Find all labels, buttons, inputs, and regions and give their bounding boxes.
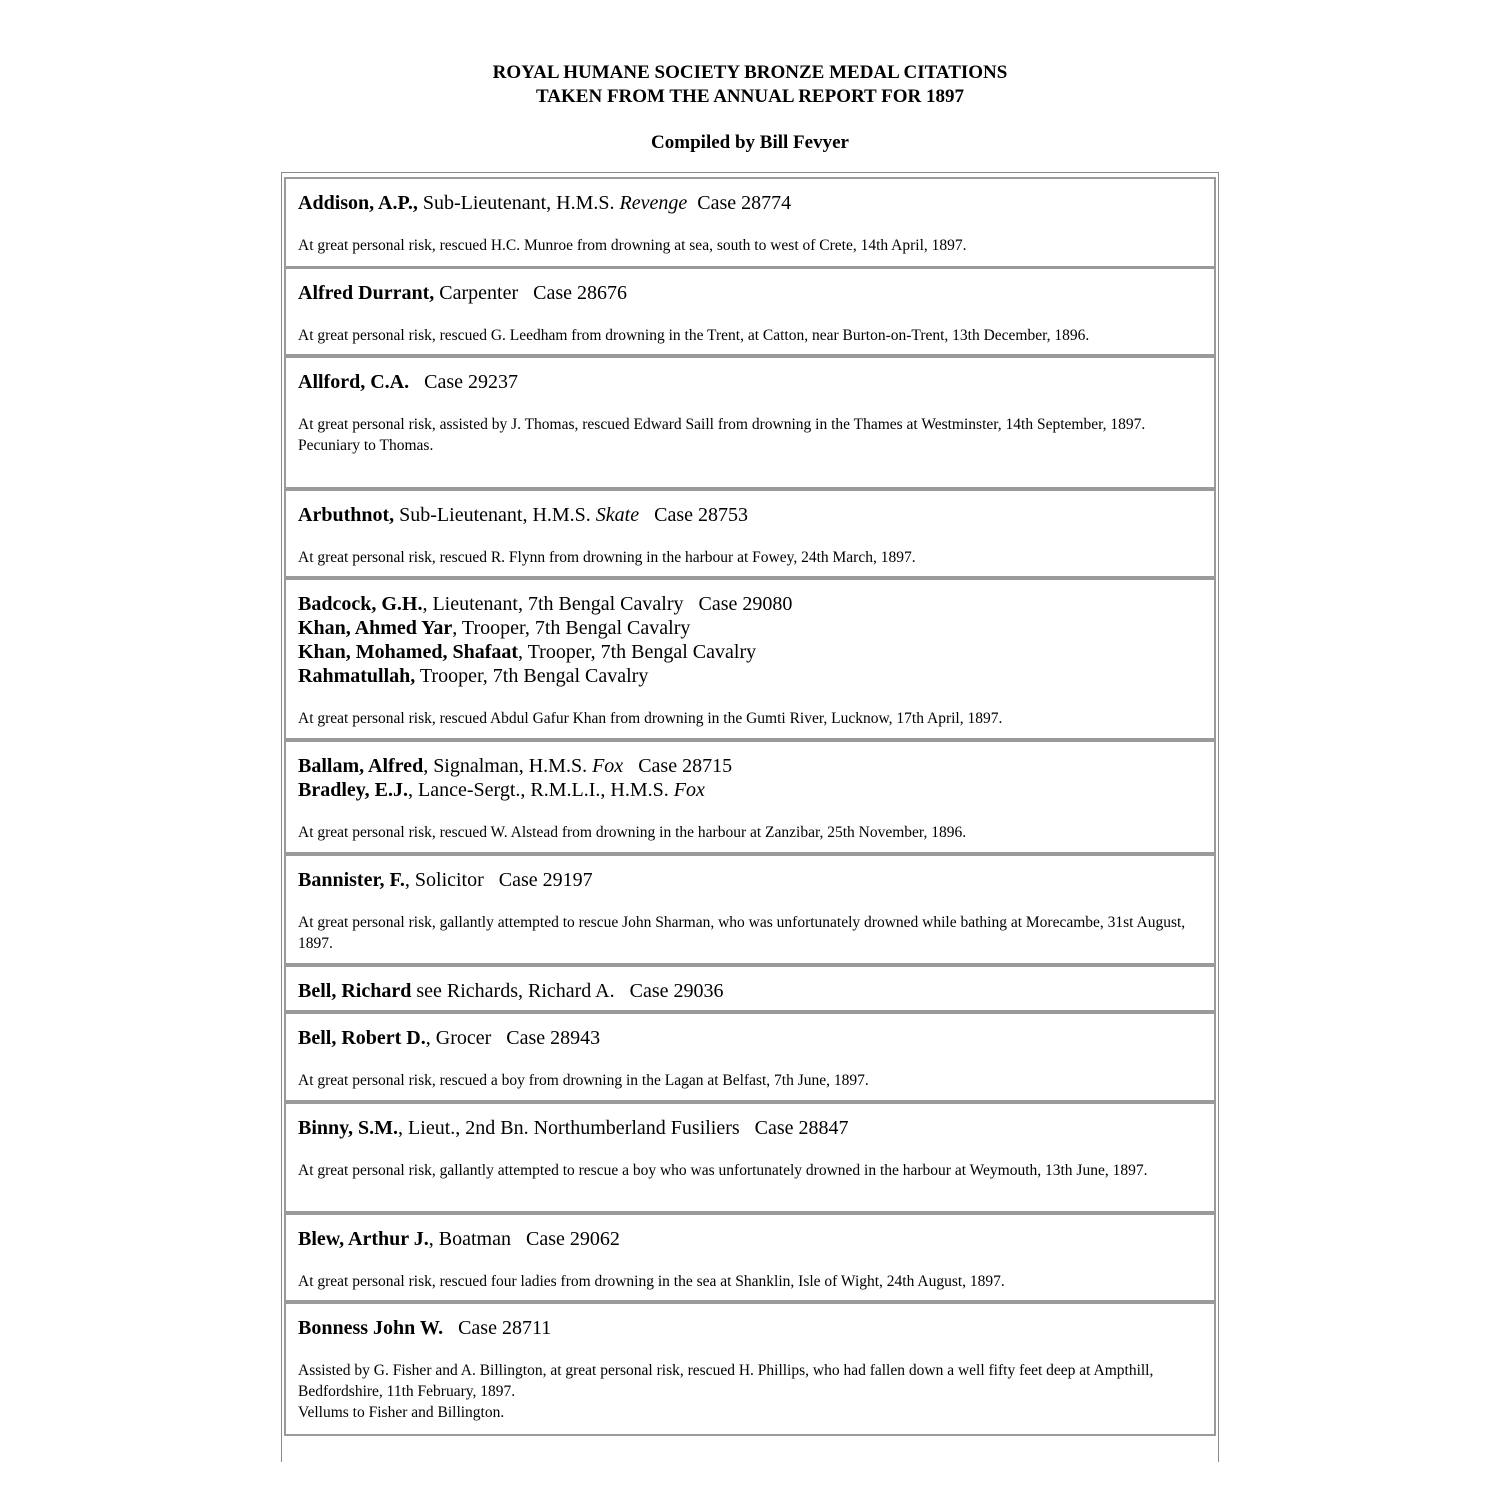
recipient-line xyxy=(298,592,1202,616)
recipient-details: Case 28711 xyxy=(443,1317,552,1339)
citation-paragraph: At great personal risk, rescued a boy from drowning in the Lagan at Belfast, 7th June, 1897. xyxy=(298,1072,869,1089)
recipient-line xyxy=(298,281,1202,305)
recipient-name: Bannister, F. xyxy=(298,869,405,891)
citation-paragraph: Vellums to Fisher and Billington. xyxy=(298,1404,505,1421)
citation-entry xyxy=(284,177,1216,268)
citation-heading xyxy=(298,742,1202,802)
recipient-details: , Solicitor Case 29197 xyxy=(404,869,593,891)
recipient-line xyxy=(298,640,1202,664)
recipient-line xyxy=(298,616,1202,640)
recipient-name: Arbuthnot, xyxy=(298,504,395,526)
compiled-by: Compiled by Bill Fevyer xyxy=(651,132,849,153)
citation-entry xyxy=(284,356,1216,489)
recipient-name: Bell, Robert D. xyxy=(298,1027,426,1049)
citation-heading xyxy=(298,1304,1202,1340)
recipient-details: see Richards, Richard A. Case 29036 xyxy=(411,980,724,1002)
citation-paragraph: At great personal risk, rescued G. Leedham from drowning in the Trent, at Catton, near Burton-on-Trent, 13th December, 1896. xyxy=(298,327,1090,344)
recipient-name: Rahmatullah, xyxy=(298,665,416,687)
document-title xyxy=(0,61,1500,109)
citation-text xyxy=(298,1271,1202,1292)
recipient-name: Bonness John W. xyxy=(298,1317,444,1339)
recipient-name: Khan, Ahmed Yar xyxy=(298,617,453,639)
recipient-details: , Grocer Case 28943 xyxy=(425,1027,601,1049)
citation-text xyxy=(298,1360,1202,1423)
recipient-name: Binny, S.M. xyxy=(298,1117,399,1139)
citation-heading xyxy=(298,358,1202,394)
recipient-details: Sub-Lieutenant, H.M.S. xyxy=(394,504,596,526)
recipient-line xyxy=(298,778,1202,802)
citation-entry xyxy=(284,1213,1216,1302)
recipient-details: , Boatman Case 29062 xyxy=(428,1228,620,1250)
citation-heading xyxy=(298,491,1202,527)
case-number: Case 28774 xyxy=(687,192,792,214)
recipient-details: Case 29237 xyxy=(409,371,518,393)
recipient-name: Ballam, Alfred xyxy=(298,755,424,777)
citation-paragraph: At great personal risk, rescued H.C. Munroe from drowning at sea, south to west of Crete, 14th April, 1897. xyxy=(298,237,967,254)
citation-entry xyxy=(284,965,1216,1012)
recipient-line xyxy=(298,1026,1202,1050)
citation-heading xyxy=(298,580,1202,688)
recipient-name: Badcock, G.H. xyxy=(298,593,423,615)
recipient-name: Blew, Arthur J. xyxy=(298,1228,429,1250)
recipient-line xyxy=(298,1316,1202,1340)
ship-name: Fox xyxy=(592,755,624,777)
recipient-details: Trooper, 7th Bengal Cavalry xyxy=(415,665,649,687)
citation-entry xyxy=(284,1012,1216,1102)
ship-name: Revenge xyxy=(619,192,688,214)
citation-text xyxy=(298,708,1202,729)
citation-heading xyxy=(298,967,1202,1003)
citation-entry xyxy=(284,854,1216,965)
ship-name: Skate xyxy=(595,504,640,526)
ship-name: Fox xyxy=(673,779,705,801)
recipient-details: , Trooper, 7th Bengal Cavalry xyxy=(518,641,757,663)
citation-text xyxy=(298,547,1202,568)
recipient-name: Allford, C.A. xyxy=(298,371,410,393)
citation-entry xyxy=(284,489,1216,578)
recipient-line xyxy=(298,664,1202,688)
recipient-details: , Signalman, H.M.S. xyxy=(423,755,593,777)
citation-heading xyxy=(298,1014,1202,1050)
citation-text xyxy=(298,235,1202,256)
recipient-details: , Lieutenant, 7th Bengal Cavalry Case 29080 xyxy=(422,593,793,615)
citation-text xyxy=(298,1160,1202,1181)
recipient-line xyxy=(298,191,1202,215)
recipient-details: , Lieut., 2nd Bn. Northumberland Fusiliers Case 28847 xyxy=(398,1117,849,1139)
citation-entry xyxy=(284,1102,1216,1213)
citation-entry xyxy=(284,740,1216,854)
recipient-name: Alfred Durrant, xyxy=(298,282,435,304)
citation-text xyxy=(298,912,1202,954)
citation-paragraph: Pecuniary to Thomas. xyxy=(298,437,434,454)
recipient-line xyxy=(298,370,1202,394)
title-line-1: ROYAL HUMANE SOCIETY BRONZE MEDAL CITATIONS xyxy=(492,62,1008,83)
citation-text xyxy=(298,1070,1202,1091)
citation-text xyxy=(298,325,1202,346)
citation-text xyxy=(298,822,1202,843)
citation-paragraph: At great personal risk, rescued four ladies from drowning in the sea at Shanklin, Isle of Wight, 24th August, 1897. xyxy=(298,1273,1005,1290)
citation-heading xyxy=(298,1215,1202,1251)
recipient-line xyxy=(298,1227,1202,1251)
recipient-line xyxy=(298,754,1202,778)
citation-heading xyxy=(298,856,1202,892)
title-line-2: TAKEN FROM THE ANNUAL REPORT FOR 1897 xyxy=(536,86,964,107)
citation-paragraph: Assisted by G. Fisher and A. Billington, at great personal risk, rescued H. Phillips, who had fallen down a well fifty feet deep at Ampthill, Bedfordshire, 11th February, 1897. xyxy=(298,1362,1154,1400)
recipient-details: Sub-Lieutenant, H.M.S. xyxy=(417,192,620,214)
citation-text xyxy=(298,414,1202,456)
recipient-details: , Trooper, 7th Bengal Cavalry xyxy=(452,617,691,639)
citation-paragraph: At great personal risk, gallantly attempted to rescue a boy who was unfortunately drowned in the harbour at Weymouth, 13th June, 1897. xyxy=(298,1162,1148,1179)
recipient-name: Addison, A.P., xyxy=(298,192,418,214)
recipient-line xyxy=(298,1116,1202,1140)
case-number: Case 28753 xyxy=(639,504,748,526)
recipient-name: Bell, Richard xyxy=(298,980,412,1002)
recipient-line xyxy=(298,979,1202,1003)
recipient-name: Bradley, E.J. xyxy=(298,779,409,801)
recipient-name: Khan, Mohamed, Shafaat xyxy=(298,641,519,663)
citation-heading xyxy=(298,179,1202,215)
citation-heading xyxy=(298,1104,1202,1140)
recipient-details: , Lance-Sergt., R.M.L.I., H.M.S. xyxy=(408,779,674,801)
recipient-line xyxy=(298,868,1202,892)
citation-entry xyxy=(284,267,1216,356)
citation-heading xyxy=(298,269,1202,305)
citation-paragraph: At great personal risk, gallantly attempted to rescue John Sharman, who was unfortunately drowned while bathing at Morecambe, 31st August, 1897. xyxy=(298,914,1186,952)
citation-paragraph: At great personal risk, rescued Abdul Gafur Khan from drowning in the Gumti River, Lucknow, 17th April, 1897. xyxy=(298,710,1003,727)
citation-entry xyxy=(284,1302,1216,1436)
citation-paragraph: At great personal risk, rescued W. Alstead from drowning in the harbour at Zanzibar, 25th November, 1896. xyxy=(298,824,967,841)
citation-paragraph: At great personal risk, rescued R. Flynn from drowning in the harbour at Fowey, 24th March, 1897. xyxy=(298,549,916,566)
recipient-details: Carpenter Case 28676 xyxy=(434,282,628,304)
citation-paragraph: At great personal risk, assisted by J. Thomas, rescued Edward Saill from drowning in the Thames at Westminster, 14th September, 1897. xyxy=(298,416,1146,433)
recipient-line xyxy=(298,503,1202,527)
citation-entry xyxy=(284,578,1216,740)
case-number: Case 28715 xyxy=(623,755,733,777)
